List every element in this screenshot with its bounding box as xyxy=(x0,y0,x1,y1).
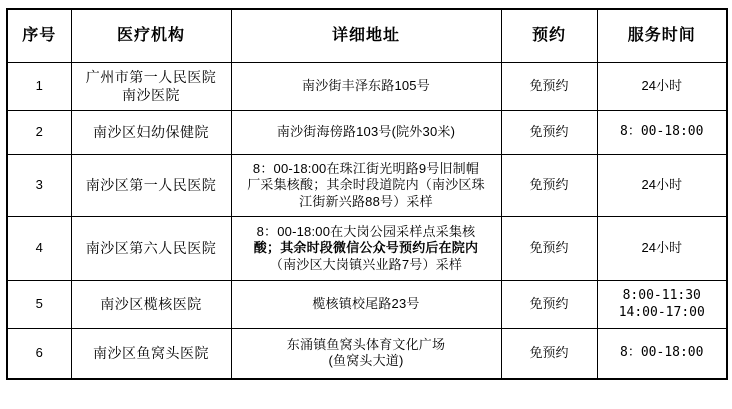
cell-appointment: 免预约 xyxy=(501,329,597,379)
address-line: 榄核镇校尾路23号 xyxy=(312,296,420,312)
cell-appointment: 免预约 xyxy=(501,111,597,155)
cell-organization xyxy=(71,63,231,111)
address-line: 南沙街丰泽东路105号 xyxy=(302,78,430,94)
cell-appointment: 免预约 xyxy=(501,63,597,111)
service-time-line: 24小时 xyxy=(641,78,682,94)
table-row xyxy=(7,63,727,111)
clinic-schedule-table xyxy=(6,8,728,380)
organization-line: 南沙区第一人民医院 xyxy=(85,176,217,193)
service-time-line: 8:00-11:30 xyxy=(622,288,701,304)
organization-line: 南沙医院 xyxy=(122,86,180,103)
cell-service-time xyxy=(597,111,727,155)
column-header-service-time: 服务时间 xyxy=(597,9,727,63)
cell-service-time xyxy=(597,281,727,329)
organization-line: 南沙区第六人民医院 xyxy=(85,239,217,256)
cell-address xyxy=(231,155,501,217)
column-header-index: 序号 xyxy=(7,9,71,63)
service-time-line: 24小时 xyxy=(641,177,682,193)
cell-address xyxy=(231,217,501,281)
cell-organization xyxy=(71,155,231,217)
cell-appointment: 免预约 xyxy=(501,155,597,217)
address-line: 8：00-18:00在大岗公园采样点采集核 xyxy=(256,224,476,240)
service-time-line: 8：00-18:00 xyxy=(620,124,704,140)
address-line: （南沙区大岗镇兴业路7号）采样 xyxy=(269,256,463,272)
organization-line: 广州市第一人民医院 xyxy=(85,69,217,85)
address-line: 南沙街海傍路103号(院外30米) xyxy=(276,124,456,140)
address-line: (鱼窝头大道) xyxy=(328,353,404,369)
address-line: 厂采集核酸；其余时段道院内（南沙区珠 xyxy=(247,177,485,193)
address-line: 东涌镇鱼窝头体育文化广场 xyxy=(286,337,446,352)
cell-organization xyxy=(71,111,231,155)
organization-line: 南沙区鱼窝头医院 xyxy=(93,344,209,361)
service-time-line: 24小时 xyxy=(641,240,682,256)
cell-address xyxy=(231,111,501,155)
table-row xyxy=(7,217,727,281)
column-header-organization: 医疗机构 xyxy=(71,9,231,63)
cell-service-time xyxy=(597,217,727,281)
cell-service-time xyxy=(597,155,727,217)
cell-index: 3 xyxy=(7,155,71,217)
cell-index: 6 xyxy=(7,329,71,379)
service-time-line: 8：00-18:00 xyxy=(620,345,704,361)
table-row xyxy=(7,281,727,329)
cell-organization xyxy=(71,329,231,379)
cell-address xyxy=(231,329,501,379)
cell-appointment: 免预约 xyxy=(501,217,597,281)
cell-service-time xyxy=(597,63,727,111)
cell-service-time xyxy=(597,329,727,379)
address-line: 8：00-18:00在珠江街光明路9号旧制帽 xyxy=(252,161,480,177)
table-row xyxy=(7,155,727,217)
cell-address xyxy=(231,281,501,329)
cell-index: 4 xyxy=(7,217,71,281)
cell-address xyxy=(231,63,501,111)
cell-organization xyxy=(71,281,231,329)
service-time-line: 14:00-17:00 xyxy=(618,304,705,320)
table-row xyxy=(7,111,727,155)
cell-index: 5 xyxy=(7,281,71,329)
organization-line: 南沙区妇幼保健院 xyxy=(93,123,209,140)
cell-organization xyxy=(71,217,231,281)
table-header-row xyxy=(7,9,727,63)
table-header xyxy=(7,9,727,63)
organization-line: 南沙区榄核医院 xyxy=(100,295,202,312)
table-row xyxy=(7,329,727,379)
column-header-address: 详细地址 xyxy=(231,9,501,63)
table-body xyxy=(7,63,727,379)
cell-index: 2 xyxy=(7,111,71,155)
column-header-appointment: 预约 xyxy=(501,9,597,63)
cell-appointment: 免预约 xyxy=(501,281,597,329)
address-line: 酸；其余时段微信公众号预约后在院内 xyxy=(253,240,479,256)
address-line: 江街新兴路88号）采样 xyxy=(299,193,433,209)
cell-index: 1 xyxy=(7,63,71,111)
